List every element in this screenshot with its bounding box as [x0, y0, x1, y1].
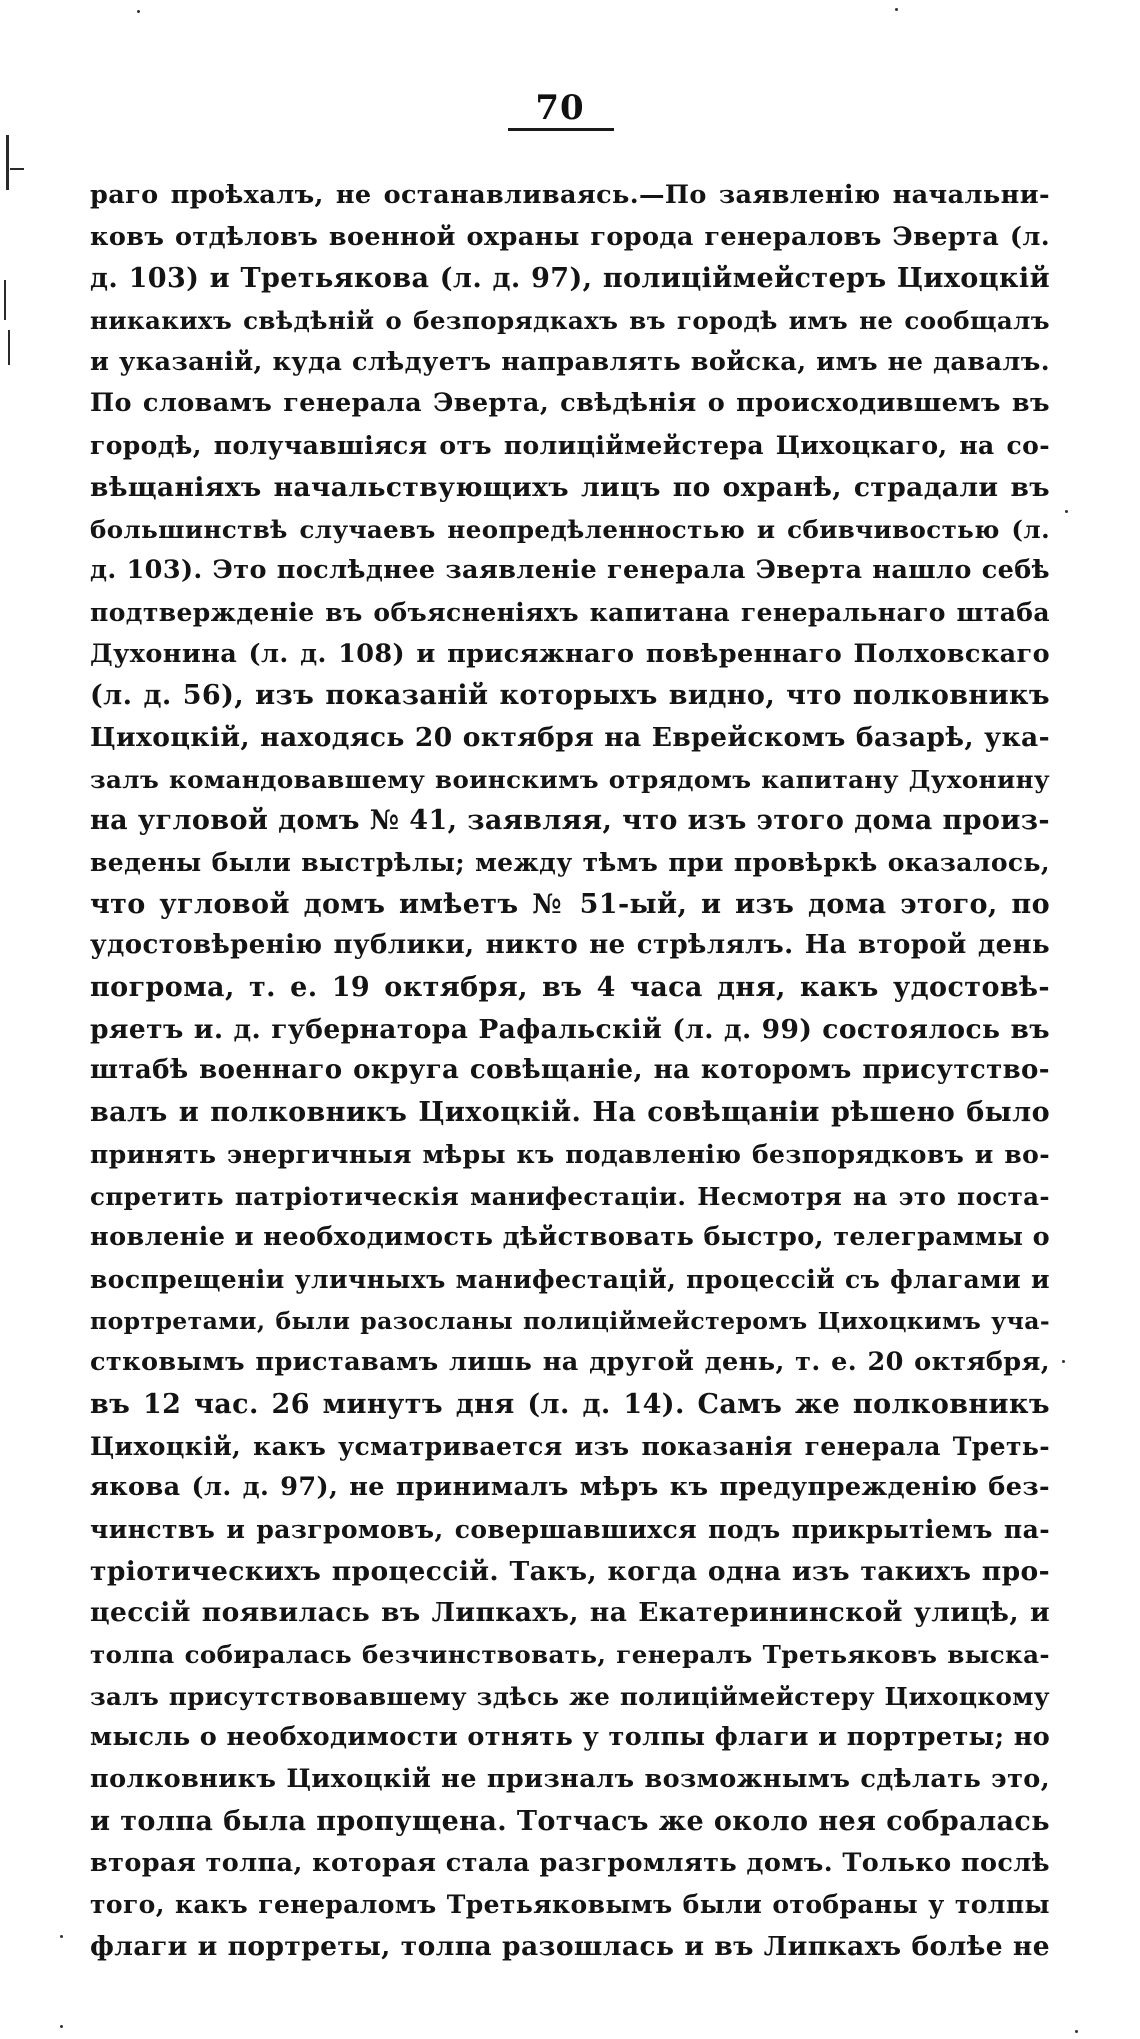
text-line: того, какъ генераломъ Третьяковымъ были отобраны у толпы — [90, 1890, 1050, 1920]
text-line: портретами, были разосланы полицiймейстеромъ Цихоцкимъ уча- — [90, 1306, 1050, 1335]
text-line: Цихоцкій, находясь 20 октября на Еврейскомъ базарѣ, ука- — [90, 721, 1050, 753]
text-line: полковникъ Цихоцкій не призналъ возможнымъ сдѣлать это, — [90, 1764, 1050, 1795]
text-line: что угловой домъ имѣетъ № 51-ый, и изъ дома этого, по — [90, 888, 1050, 920]
text-line: штабѣ военнаго округа совѣщаніе, на которомъ присутство- — [90, 1055, 1050, 1086]
text-line: городѣ, получавшiяся отъ полицiймейстера Цихоцкаго, на со- — [90, 431, 1050, 461]
text-line: тріотическихъ процессій. Такъ, когда одна изъ такихъ про- — [90, 1555, 1050, 1587]
text-line: якова (л. д. 97), не принималъ мѣръ къ предупрежденію без- — [90, 1472, 1050, 1503]
text-line: (л. д. 56), изъ показаній которыхъ видно, что полковникъ — [90, 680, 1050, 712]
text-line: мысль о необходимости отнять у толпы флаги и портреты; но — [90, 1722, 1050, 1753]
text-line: подтвержденіе въ объясненіяхъ капитана генеральнаго штаба — [90, 597, 1050, 627]
page-number: 70 — [535, 88, 585, 128]
text-line: на угловой домъ № 41, заявляя, что изъ этого дома произ- — [90, 805, 1050, 837]
text-line: большинствѣ случаевъ неопредѣленностью и сбивчивостью (л. — [90, 514, 1050, 544]
text-line: д. 103). Это послѣднее заявленіе генерала Эверта нашло себѣ — [90, 555, 1050, 586]
speck — [60, 1935, 63, 1938]
text-line: флаги и портреты, толпа разошлась и въ Липкахъ болѣе не — [90, 1930, 1050, 1962]
text-line: погрома, т. е. 19 октября, въ 4 часа дня, какъ удостовѣ- — [90, 972, 1050, 1004]
text-line: цессій появилась въ Липкахъ, на Екатерининской улицѣ, и — [90, 1597, 1050, 1629]
margin-mark — [4, 280, 6, 320]
text-line: ковъ отдѣловъ военной охраны города генераловъ Эверта (л. — [90, 221, 1050, 252]
body-text — [90, 175, 1050, 1968]
text-line: залъ командовавшему воинскимъ отрядомъ капитану Духонину — [90, 764, 1050, 794]
text-line: никакихъ свѣдѣній о безпорядкахъ въ городѣ имъ не сообщалъ — [90, 306, 1050, 336]
speck — [60, 2025, 63, 2028]
speck — [137, 10, 140, 13]
margin-mark — [8, 330, 10, 365]
text-line: и указаній, куда слѣдуетъ направлять войска, имъ не давалъ. — [90, 346, 1050, 377]
text-line: воспрещеніи уличныхъ манифестацій, процессій съ флагами и — [90, 1264, 1050, 1294]
margin-mark — [10, 168, 24, 170]
text-line: Цихоцкій, какъ усматривается изъ показанія генерала Треть- — [90, 1431, 1050, 1461]
text-line: чинствъ и разгромовъ, совершавшихся подъ прикрытіемъ па- — [90, 1515, 1050, 1544]
speck — [1062, 1360, 1065, 1363]
text-line: По словамъ генерала Эверта, свѣдѣнія о происходившемъ въ — [90, 388, 1050, 419]
text-line: принять энергичныя мѣры къ подавленію безпорядковъ и во- — [90, 1139, 1050, 1169]
text-line: вѣщаніяхъ начальствующихъ лицъ по охранѣ, страдали въ — [90, 471, 1050, 503]
text-line: спретить патріотическія манифестаціи. Несмотря на это поста- — [90, 1181, 1050, 1211]
text-line: ведены были выстрѣлы; между тѣмъ при провѣркѣ оказалось, — [90, 848, 1050, 877]
text-line: толпа собиралась безчинствовать, генералъ Третьяковъ выска- — [90, 1640, 1050, 1670]
text-line: Духонина (л. д. 108) и присяжнаго повѣреннаго Полховскаго — [90, 638, 1050, 669]
text-line: валъ и полковникъ Цихоцкій. На совѣщаніи рѣшено было — [90, 1097, 1050, 1129]
text-line: и толпа была пропущена. Тотчасъ же около нея собралась — [90, 1805, 1050, 1837]
text-line: удостовѣренію публики, никто не стрѣлялъ. На второй день — [90, 930, 1050, 961]
text-line: стковымъ приставамъ лишь на другой день, т. е. 20 октября, — [90, 1347, 1050, 1378]
speck — [1065, 510, 1068, 513]
page-number-rule — [508, 128, 614, 131]
text-line: ряетъ и. д. губернатора Рафальскій (л. д. 99) состоялось въ — [90, 1013, 1050, 1045]
speck — [1075, 2030, 1078, 2033]
text-line: въ 12 час. 26 минутъ дня (л. д. 14). Самъ же полковникъ — [90, 1388, 1050, 1420]
margin-mark — [6, 135, 9, 190]
text-line: раго проѣхалъ, не останавливаясь.—По заявленію начальни- — [90, 180, 1050, 210]
text-line: вторая толпа, которая стала разгромлять домъ. Только послѣ — [90, 1847, 1050, 1878]
speck — [895, 8, 898, 11]
text-line: новленіе и необходимость дѣйствовать быстро, телеграммы о — [90, 1222, 1050, 1253]
text-line: залъ присутствовавшему здѣсь же полицiймейстеру Цихоцкому — [90, 1681, 1050, 1711]
text-line: д. 103) и Третьякова (л. д. 97), полицiймейстеръ Цихоцкій — [90, 263, 1050, 295]
